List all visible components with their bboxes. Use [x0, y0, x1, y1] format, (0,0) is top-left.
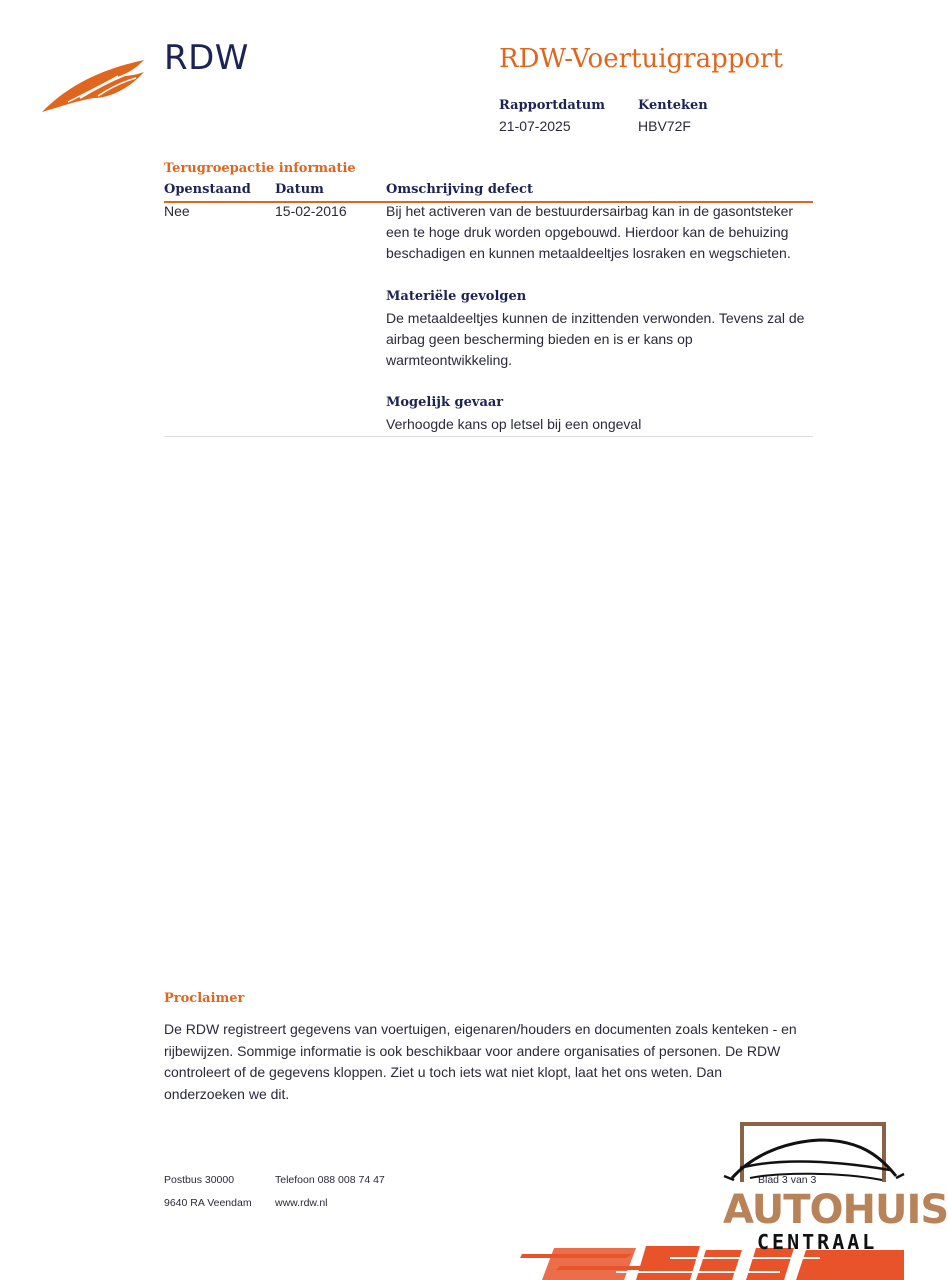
column-header-description: Omschrijving defect: [386, 182, 533, 197]
footer-address: 9640 RA Veendam: [164, 1197, 252, 1209]
danger-text: Verhoogde kans op letsel bij een ongeval: [386, 416, 642, 432]
rdw-logo-icon: [40, 58, 148, 116]
proclaimer-text: De RDW registreert gegevens van voertuigen, eigenaren/houders en documenten zoals kenteken - en rijbewijzen. Sommige informatie is ook beschikbaar voor andere organisaties of personen. De RDW controleert of de gegevens kloppen. Ziet u toch iets wat niet klopt, laat het ons weten. Dan onderzoeken we dit.: [164, 1021, 797, 1102]
danger-title: Mogelijk gevaar: [386, 395, 504, 410]
plate-label: Kenteken: [638, 98, 708, 113]
recall-date-value: 15-02-2016: [275, 203, 347, 219]
defect-line: beschadigen en kunnen metaaldeeltjes losraken en wegschieten.: [386, 245, 791, 261]
logo-text: RDW: [164, 38, 249, 78]
consequences-line: airbag geen bescherming bieden en is er kans op: [386, 331, 693, 347]
recall-open-value: Nee: [164, 203, 190, 219]
footer-phone: Telefoon 088 008 74 47: [275, 1174, 385, 1186]
consequences-line: De metaaldeeltjes kunnen de inzittenden verwonden. Tevens zal de: [386, 310, 805, 326]
watermark-line2: CENTRAAL: [757, 1230, 878, 1254]
defect-line: Bij het activeren van de bestuurdersairbag kan in de gasontsteker: [386, 203, 794, 219]
footer-page-number: Blad 3 van 3: [758, 1174, 817, 1186]
consequences-line: warmteontwikkeling.: [386, 352, 513, 368]
defect-line: een te hoge druk worden opgebouwd. Hierdoor kan de behuizing: [386, 224, 789, 240]
plate-value: HBV72F: [638, 118, 691, 134]
report-date-value: 21-07-2025: [499, 118, 571, 134]
column-header-date: Datum: [275, 182, 324, 197]
column-header-open: Openstaand: [164, 182, 251, 197]
watermark-line1: AUTOHUIS: [723, 1187, 948, 1233]
report-date-label: Rapportdatum: [499, 98, 605, 113]
consequences-title: Materiële gevolgen: [386, 289, 527, 304]
footer-website[interactable]: www.rdw.nl: [275, 1197, 328, 1209]
proclaimer-title: Proclaimer: [164, 991, 245, 1006]
report-title: RDW-Voertuigrapport: [499, 44, 783, 74]
recall-section-title: Terugroepactie informatie: [164, 161, 356, 176]
table-end-rule: [164, 436, 813, 437]
footer-postbus: Postbus 30000: [164, 1174, 235, 1186]
defect-description: [386, 201, 816, 264]
consequences-text: [386, 308, 816, 371]
